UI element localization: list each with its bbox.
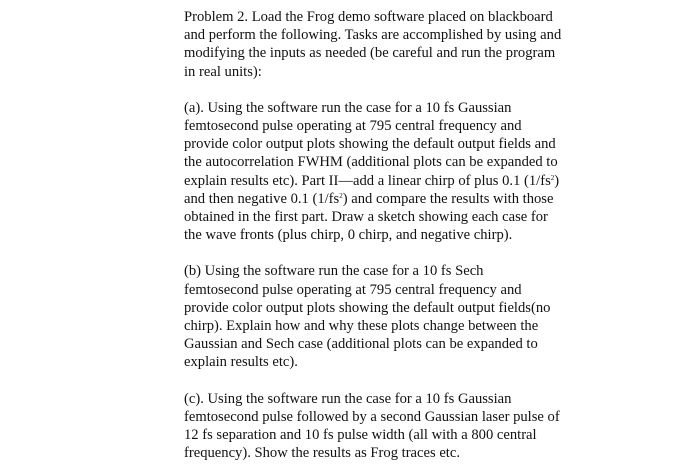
superscript-2: 2 xyxy=(550,173,555,182)
part-b-line-5: Gaussian and Sech case (additional plots can be expanded to xyxy=(184,336,538,353)
part-a-line-2: femtosecond pulse operating at 795 central frequency and xyxy=(184,118,522,135)
part-a-line-7: obtained in the first part. Draw a sketch showing each case for xyxy=(184,209,548,226)
superscript-2: 2 xyxy=(339,191,343,200)
part-b-line-2: femtosecond pulse operating at 795 central frequency and xyxy=(184,281,522,298)
part-a-paragraph xyxy=(184,99,584,245)
part-c-paragraph xyxy=(184,390,584,463)
part-b-line-4: chirp). Explain how and why these plots change between the xyxy=(184,318,539,335)
part-b-paragraph xyxy=(184,262,584,371)
part-a-line-6-text: and then negative 0.1 (1/fs xyxy=(184,190,340,207)
part-c-line-2: femtosecond pulse followed by a second Gaussian laser pulse of xyxy=(184,408,560,425)
part-a-line-1: (a). Using the software run the case for a 10 fs Gaussian xyxy=(184,99,512,116)
part-b-line-6: explain results etc). xyxy=(184,354,298,371)
part-a-line-3: provide color output plots showing the default output fields and xyxy=(184,136,556,153)
intro-line-3: modifying the inputs as needed (be careful and run the program xyxy=(184,45,556,62)
part-c-line-1: (c). Using the software run the case for a 10 fs Gaussian xyxy=(184,390,512,407)
part-a-line-5-tail: ) xyxy=(554,172,560,189)
part-a-line-6-tail: ) and compare the results with those xyxy=(342,190,554,207)
problem-document xyxy=(184,8,584,462)
part-a-line-6 xyxy=(184,190,584,208)
intro-line-4: in real units): xyxy=(184,63,262,80)
part-c-line-3: 12 fs separation and 10 fs pulse width (all with a 800 central xyxy=(184,427,537,444)
part-a-line-5 xyxy=(184,172,584,190)
intro-line-2: and perform the following. Tasks are accomplished by using and xyxy=(184,27,562,44)
part-b-line-3: provide color output plots showing the default output fields(no xyxy=(184,299,551,316)
part-a-line-4: the autocorrelation FWHM (additional plots can be expanded to xyxy=(184,154,558,171)
part-a-line-8: the wave fronts (plus chirp, 0 chirp, and negative chirp). xyxy=(184,227,513,244)
part-a-line-5-text: explain results etc). Part II—add a linear chirp of plus 0.1 (1/fs xyxy=(184,172,551,189)
intro-line-1: Problem 2. Load the Frog demo software placed on blackboard xyxy=(184,9,553,25)
part-b-line-1: (b) Using the software run the case for a 10 fs Sech xyxy=(184,263,484,280)
problem-intro xyxy=(184,8,584,81)
part-c-line-4: frequency). Show the results as Frog traces etc. xyxy=(184,445,460,462)
